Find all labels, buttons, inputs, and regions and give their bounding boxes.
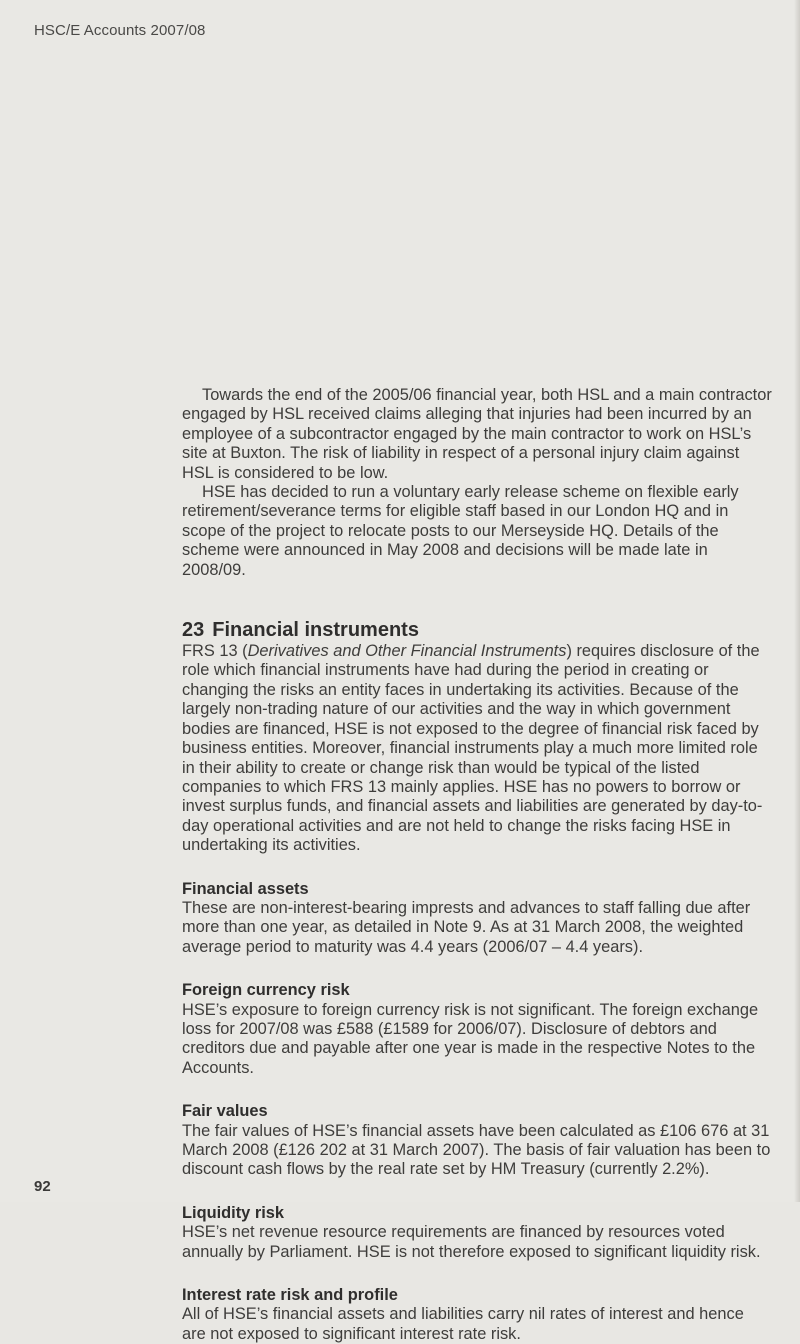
- subsection-heading-interest-rate-risk: Interest rate risk and profile: [182, 1286, 398, 1305]
- intro-paragraph-1: Towards the end of the 2005/06 financial year, both HSL and a main contractor engaged by HSL received claims alleging that injuries had been incurred by an employee of a subcontractor engaged by the main contractor to work on HSL’s site at Buxton. The risk of liability in respect of a personal injury claim against HSL is considered to be low.: [182, 386, 772, 482]
- subsection-heading-liquidity-risk: Liquidity risk: [182, 1203, 285, 1222]
- section-body-italic: Derivatives and Other Financial Instruments: [247, 642, 567, 661]
- page-number: 92: [34, 1178, 51, 1195]
- intro-paragraph-2: HSE has decided to run a voluntary early release scheme on flexible early retirement/severance terms for eligible staff based in our London HQ and in scope of the project to relocate posts to our Merseyside HQ. Details of the scheme were announced in May 2008 and decisions will be made late in 2008/09.: [182, 483, 739, 579]
- subsection-text-fair-values: The fair values of HSE’s financial assets have been calculated as £106 676 at 31 March 2008 (£126 202 at 31 March 2007). The basis of fair valuation has been to discount cash flows by the real rate set by HM Treasury (currently 2.2%).: [182, 1121, 771, 1179]
- subsection-text-financial-assets: These are non-interest-bearing imprests and advances to staff falling due after more than one year, as detailed in Note 9. As at 31 March 2008, the weighted average period to maturity was 4.4 years (2006/07 – 4.4 years).: [182, 898, 751, 956]
- subsection-heading-fair-values: Fair values: [182, 1102, 268, 1121]
- section-number: 23: [182, 619, 205, 642]
- subsection-text-interest-rate-risk: All of HSE’s financial assets and liabilities carry nil rates of interest and hence are not exposed to significant interest rate risk.: [182, 1305, 744, 1343]
- section-body-prefix: FRS 13 (: [182, 642, 248, 661]
- page-edge-shadow: [794, 0, 800, 1202]
- running-header: HSC/E Accounts 2007/08: [34, 22, 206, 39]
- subsection-heading-financial-assets: Financial assets: [182, 879, 309, 898]
- section-heading: [182, 618, 772, 642]
- section-body-suffix: ) requires disclosure of the role which financial instruments have had during the period in creating or changing the risks an entity faces in undertaking its activities. Because of the largely non-trading nature of our activities and the way in which government bodies are financed, HSE is not exposed to the degree of financial risk faced by business entities. Moreover, financial instruments play a much more limited role in their ability to create or change risk than would be typical of the listed companies to which FRS 13 mainly applies. HSE has no powers to borrow or invest surplus funds, and financial assets and liabilities are generated by day-to-day operational activities and are not held to change the risks facing HSE in undertaking its activities.: [182, 642, 763, 855]
- section-body: [182, 642, 772, 855]
- main-content: [182, 386, 772, 1344]
- subsection-text-liquidity-risk: HSE’s net revenue resource requirements are financed by resources voted annually by Parliament. HSE is not therefore exposed to significant liquidity risk.: [182, 1223, 761, 1261]
- section-title: Financial instruments: [212, 619, 419, 642]
- subsection-heading-foreign-currency-risk: Foreign currency risk: [182, 981, 350, 1000]
- subsection-text-foreign-currency-risk: HSE’s exposure to foreign currency risk is not significant. The foreign exchange loss for 2007/08 was £588 (£1589 for 2006/07). Disclosure of debtors and creditors due and payable after one year is made in the respective Notes to the Accounts.: [182, 1000, 759, 1077]
